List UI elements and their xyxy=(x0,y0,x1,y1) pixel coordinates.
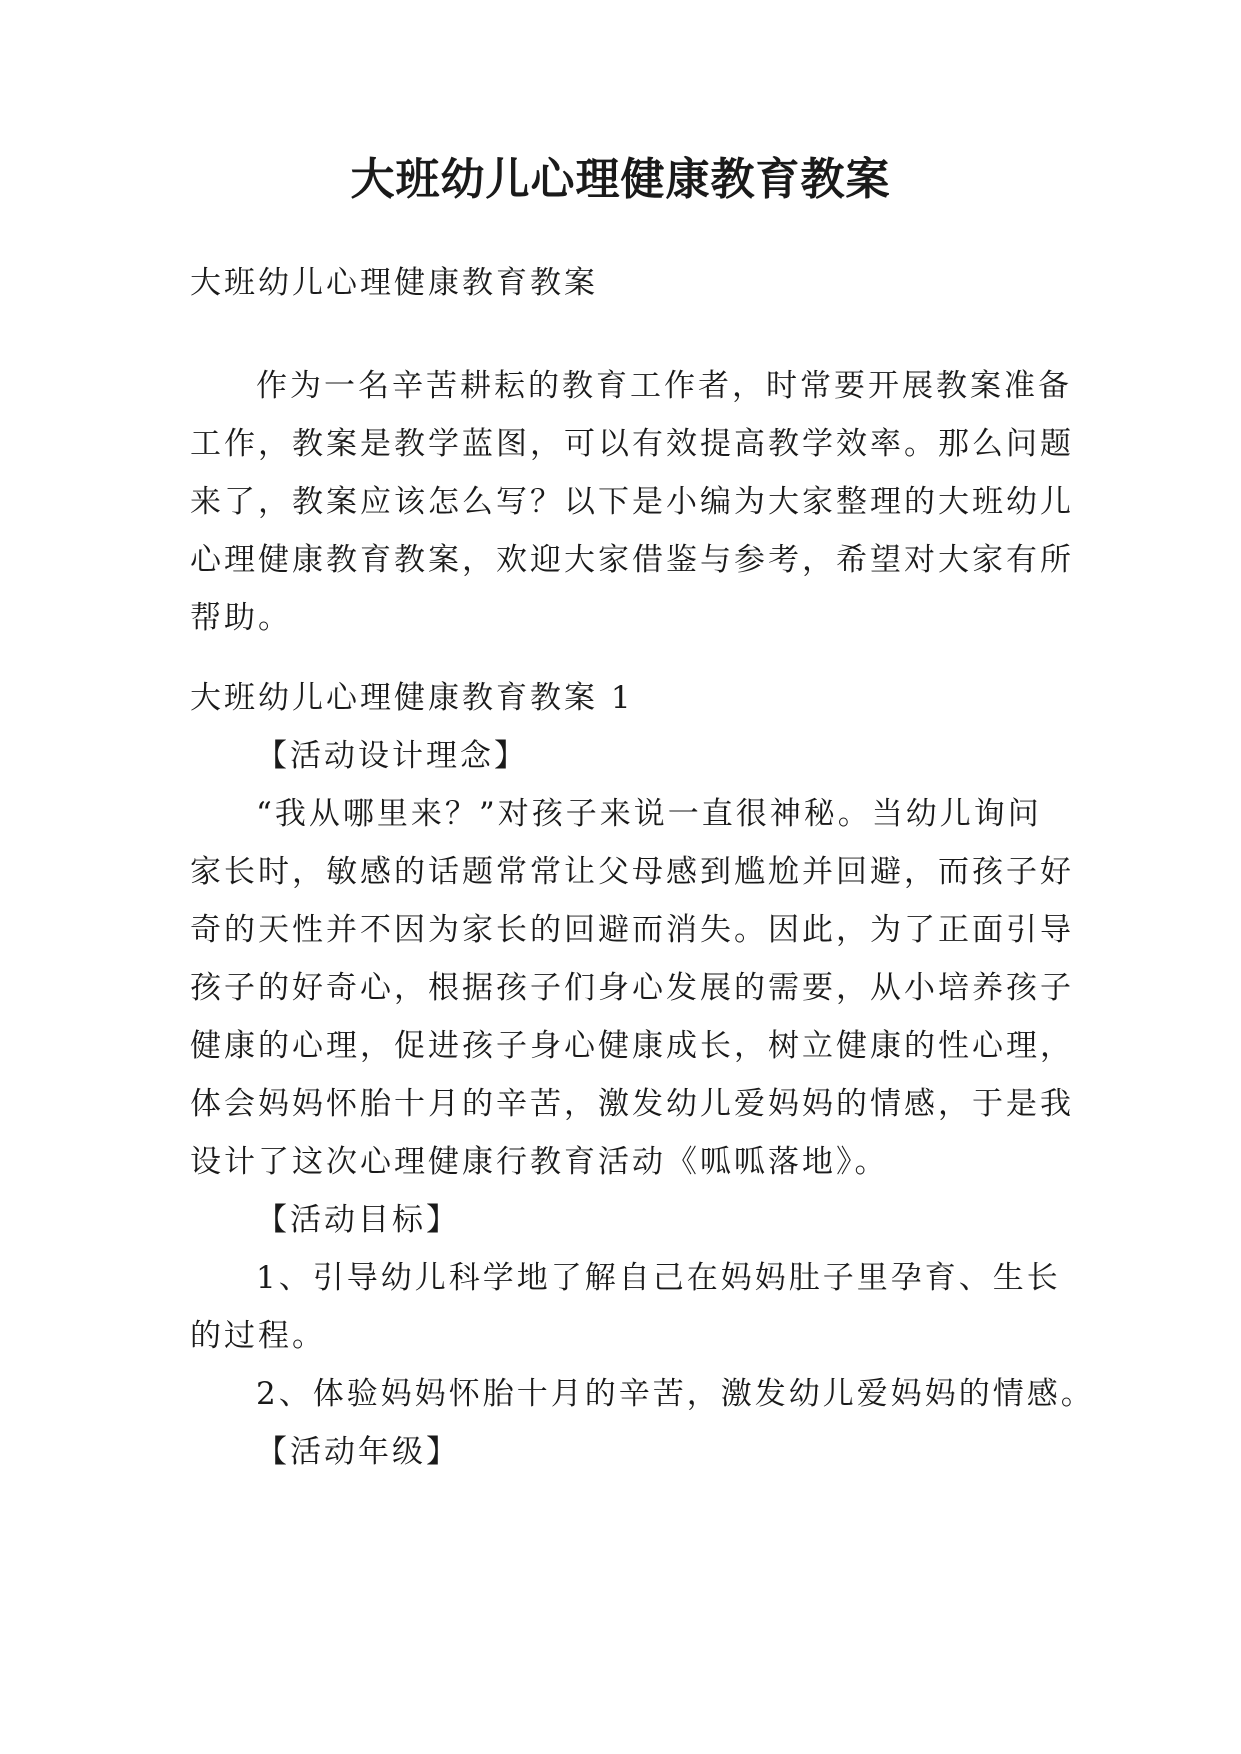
goal-2: 2、体验妈妈怀胎十月的辛苦，激发幼儿爱妈妈的情感。 xyxy=(256,1376,1095,1412)
design-line: “我从哪里来？”对孩子来说一直很神秘。当幼儿询问 xyxy=(256,796,1042,832)
intro-line: 来了，教案应该怎么写？以下是小编为大家整理的大班幼儿 xyxy=(190,484,1074,520)
design-heading: 【活动设计理念】 xyxy=(256,738,528,774)
intro-paragraph xyxy=(190,357,1074,647)
design-line: 奇的天性并不因为家长的回避而消失。因此，为了正面引导 xyxy=(190,912,1074,948)
intro-line: 帮助。 xyxy=(190,600,292,636)
goal-1 xyxy=(190,1249,1061,1365)
document-title: 大班幼儿心理健康教育教案 xyxy=(350,154,891,205)
goal-heading: 【活动目标】 xyxy=(256,1202,460,1238)
document-subtitle: 大班幼儿心理健康教育教案 xyxy=(190,265,598,301)
design-line: 设计了这次心理健康行教育活动《呱呱落地》。 xyxy=(190,1144,889,1180)
intro-line: 作为一名辛苦耕耘的教育工作者，时常要开展教案准备 xyxy=(256,368,1072,404)
goal-1-line: 1、引导幼儿科学地了解自己在妈妈肚子里孕育、生长 xyxy=(256,1260,1061,1296)
design-line: 体会妈妈怀胎十月的辛苦，激发幼儿爱妈妈的情感，于是我 xyxy=(190,1086,1074,1122)
design-line: 孩子的好奇心，根据孩子们身心发展的需要，从小培养孩子 xyxy=(190,970,1074,1006)
intro-line: 心理健康教育教案，欢迎大家借鉴与参考，希望对大家有所 xyxy=(190,542,1074,578)
intro-line: 工作，教案是教学蓝图，可以有效提高教学效率。那么问题 xyxy=(190,426,1074,462)
design-paragraph xyxy=(190,785,1074,1191)
design-line: 健康的心理，促进孩子身心健康成长，树立健康的性心理， xyxy=(190,1028,1074,1064)
grade-heading: 【活动年级】 xyxy=(256,1434,460,1470)
goal-1-line: 的过程。 xyxy=(190,1318,326,1354)
design-line: 家长时，敏感的话题常常让父母感到尴尬并回避，而孩子好 xyxy=(190,854,1074,890)
section-title: 大班幼儿心理健康教育教案 1 xyxy=(190,680,634,716)
